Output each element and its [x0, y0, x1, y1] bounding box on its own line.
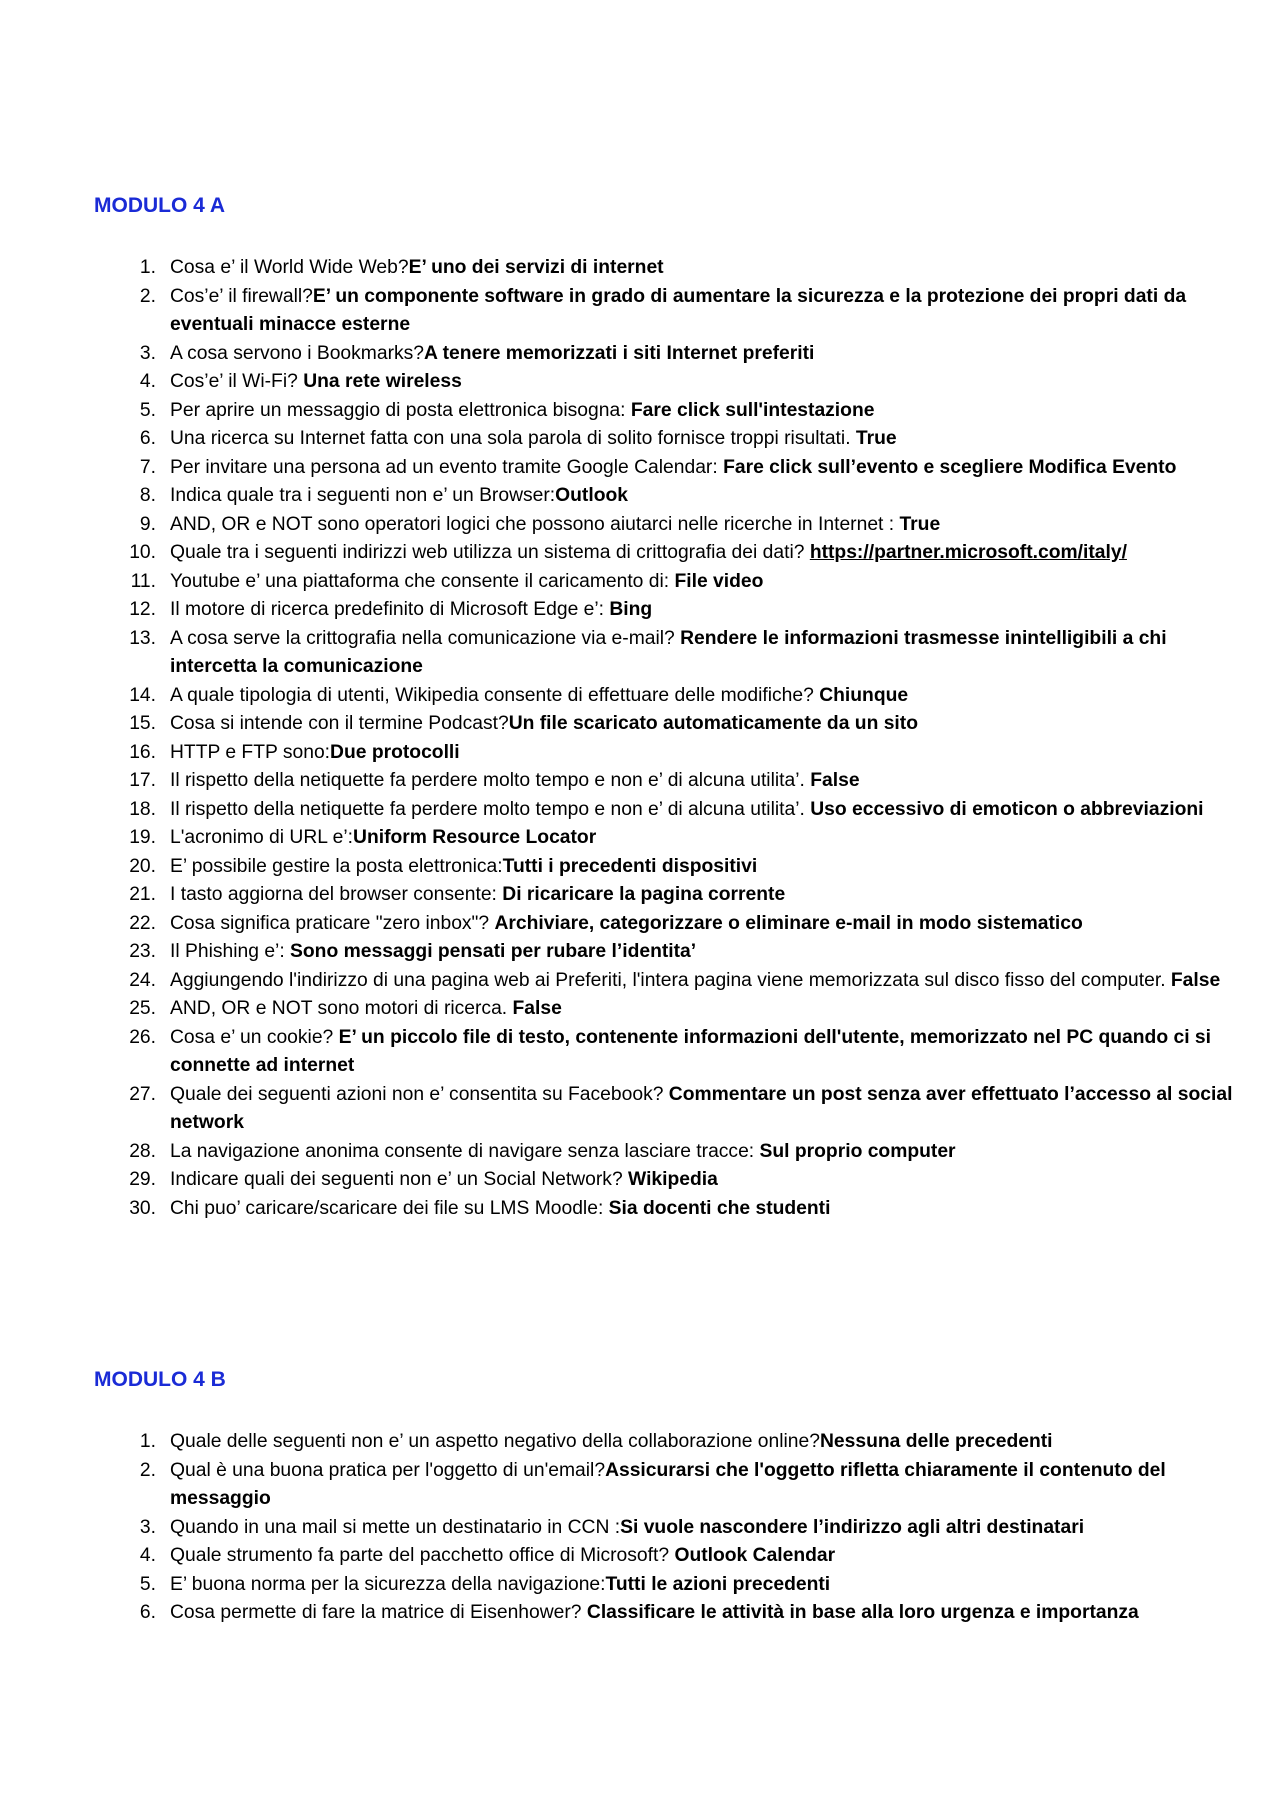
question-text: Il Phishing e’: — [170, 941, 291, 962]
answer-text: Tutti i precedenti dispositivi — [502, 855, 758, 877]
question-text: Cosa e’ un cookie? — [170, 1026, 339, 1048]
question-item — [120, 853, 1235, 882]
answer-text: Un file scaricato automaticamente da un sito — [508, 713, 918, 734]
question-number: 3. — [139, 342, 156, 364]
question-list-modulo-4b — [120, 1428, 1235, 1628]
answer-text: Nessuna delle precedenti — [819, 1431, 1053, 1452]
question-item — [120, 1457, 1235, 1514]
answer-text: False — [1170, 969, 1221, 991]
question-text: E’ possibile gestire la posta elettronica: — [170, 855, 503, 877]
question-number: 26. — [129, 1026, 156, 1048]
question-number: 12. — [129, 599, 156, 620]
answer-text: Due protocolli — [330, 741, 460, 763]
question-number: 22. — [129, 912, 156, 934]
question-item — [120, 796, 1235, 825]
question-item — [120, 995, 1235, 1024]
answer-text: False — [512, 998, 562, 1019]
answer-text: False — [810, 770, 860, 791]
question-number: 6. — [139, 1602, 156, 1623]
answer-text: E’ un piccolo file di testo, contenente informazioni dell'utente, memorizzato nel PC quando ci si connette ad internet — [170, 1026, 1211, 1076]
question-item — [120, 283, 1235, 340]
question-number: 17. — [129, 770, 156, 791]
question-number: 13. — [129, 627, 156, 649]
question-text: Quale strumento fa parte del pacchetto office di Microsoft? — [170, 1545, 675, 1566]
question-number: 18. — [129, 798, 156, 820]
question-number: 5. — [139, 1573, 156, 1595]
question-text: HTTP e FTP sono: — [170, 741, 331, 763]
question-item — [120, 625, 1235, 682]
question-number: 16. — [129, 741, 156, 763]
question-text: Quale dei seguenti azioni non e’ consentita su Facebook? — [170, 1083, 669, 1105]
question-text: Youtube e’ una piattaforma che consente il caricamento di: — [170, 570, 675, 592]
question-item — [120, 682, 1235, 711]
question-text: Quale tra i seguenti indirizzi web utilizza un sistema di crittografia dei dati? — [170, 542, 810, 563]
answer-text: Uniform Resource Locator — [353, 827, 597, 848]
answer-text: Classificare le attività in base alla loro urgenza e importanza — [586, 1602, 1139, 1623]
answer-text: Commentare un post senza aver effettuato l’accesso al social network — [170, 1083, 1233, 1133]
question-item — [120, 1428, 1235, 1457]
answer-text: A tenere memorizzati i siti Internet preferiti — [424, 342, 815, 364]
question-item — [120, 767, 1235, 796]
answer-text: Una rete wireless — [303, 371, 462, 392]
answer-text: Outlook — [555, 485, 628, 506]
question-number: 28. — [129, 1140, 156, 1162]
question-item — [120, 425, 1235, 454]
answer-text: E’ un componente software in grado di aumentare la sicurezza e la protezione dei propri dati da eventuali minacce esterne — [170, 285, 1187, 335]
question-text: Indicare quali dei seguenti non e’ un Social Network? — [170, 1169, 629, 1190]
answer-text: Assicurarsi che l'oggetto rifletta chiaramente il contenuto del messaggio — [170, 1459, 1166, 1509]
question-text: Indica quale tra i seguenti non e’ un Browser: — [170, 485, 556, 506]
question-number: 27. — [129, 1083, 156, 1105]
question-item — [120, 1138, 1235, 1167]
answer-link[interactable]: https://partner.microsoft.com/italy/ — [809, 542, 1127, 563]
question-text: L'acronimo di URL e’: — [170, 827, 354, 848]
question-text: Cosa permette di fare la matrice di Eisenhower? — [170, 1602, 587, 1623]
answer-text: Si vuole nascondere l’indirizzo agli altri destinatari — [620, 1516, 1085, 1538]
question-item — [120, 1195, 1235, 1224]
question-text: Chi puo’ caricare/scaricare dei file su LMS Moodle: — [170, 1197, 609, 1219]
question-item — [120, 539, 1235, 568]
question-number: 10. — [129, 542, 156, 563]
answer-text: Sul proprio computer — [759, 1140, 956, 1162]
answer-text: Outlook Calendar — [674, 1545, 836, 1566]
question-item — [120, 340, 1235, 369]
section-title-modulo-4b: MODULO 4 B — [94, 1368, 226, 1391]
question-item — [120, 482, 1235, 511]
question-item — [120, 967, 1235, 996]
question-text: Cos’e’ il Wi-Fi? — [170, 371, 304, 392]
question-item — [120, 1024, 1235, 1081]
question-number: 3. — [139, 1516, 156, 1538]
question-number: 14. — [129, 684, 156, 706]
question-text: Una ricerca su Internet fatta con una sola parola di solito fornisce troppi risultati. — [170, 428, 856, 449]
question-text: AND, OR e NOT sono motori di ricerca. — [170, 998, 513, 1019]
question-text: Cosa significa praticare "zero inbox"? — [170, 912, 495, 934]
question-number: 1. — [139, 257, 156, 278]
question-number: 7. — [139, 456, 156, 478]
question-text: Cosa si intende con il termine Podcast? — [170, 713, 509, 734]
question-number: 25. — [129, 998, 156, 1019]
question-text: Per aprire un messaggio di posta elettronica bisogna: — [170, 399, 631, 421]
answer-text: True — [899, 513, 941, 535]
answer-text: Archiviare, categorizzare o eliminare e-mail in modo sistematico — [494, 912, 1083, 934]
question-number: 8. — [139, 485, 156, 506]
question-number: 21. — [129, 884, 156, 905]
answer-text: Chiunque — [819, 684, 909, 706]
answer-text: Di ricaricare la pagina corrente — [502, 884, 786, 905]
question-item — [120, 368, 1235, 397]
question-text: Il motore di ricerca predefinito di Microsoft Edge e’: — [170, 599, 610, 620]
question-number: 23. — [129, 941, 156, 962]
question-text: Il rispetto della netiquette fa perdere molto tempo e non e’ di alcuna utilita’. — [170, 770, 811, 791]
question-item — [120, 1542, 1235, 1571]
answer-text: File video — [674, 570, 764, 592]
question-number: 29. — [129, 1169, 156, 1190]
question-number: 9. — [139, 513, 156, 535]
question-number: 2. — [139, 285, 156, 307]
question-text: La navigazione anonima consente di navigare senza lasciare tracce: — [170, 1140, 760, 1162]
answer-text: Fare click sull'intestazione — [630, 399, 875, 421]
question-text: Il rispetto della netiquette fa perdere molto tempo e non e’ di alcuna utilita’. — [170, 798, 811, 820]
question-number: 24. — [129, 969, 156, 991]
question-text: I tasto aggiorna del browser consente: — [170, 884, 503, 905]
question-text: Quale delle seguenti non e’ un aspetto negativo della collaborazione online? — [170, 1431, 820, 1452]
answer-text: Sono messaggi pensati per rubare l’identita’ — [290, 941, 697, 962]
answer-text: Sia docenti che studenti — [608, 1197, 831, 1219]
question-item — [120, 511, 1235, 540]
question-item — [120, 1571, 1235, 1600]
question-number: 15. — [129, 713, 156, 734]
answer-text: True — [855, 428, 897, 449]
answer-text: Fare click sull’evento e scegliere Modifica Evento — [723, 456, 1177, 478]
question-item — [120, 1514, 1235, 1543]
question-item — [120, 596, 1235, 625]
question-item — [120, 568, 1235, 597]
question-number: 1. — [139, 1431, 156, 1452]
answer-text: Tutti le azioni precedenti — [605, 1573, 831, 1595]
answer-text: Bing — [609, 599, 653, 620]
question-item — [120, 1166, 1235, 1195]
question-number: 20. — [129, 855, 156, 877]
question-text: Cosa e’ il World Wide Web? — [170, 257, 409, 278]
question-item — [120, 739, 1235, 768]
question-list-modulo-4a — [120, 254, 1235, 1223]
question-text: A quale tipologia di utenti, Wikipedia consente di effettuare delle modifiche? — [170, 684, 820, 706]
question-number: 6. — [139, 428, 156, 449]
question-text: AND, OR e NOT sono operatori logici che possono aiutarci nelle ricerche in Internet : — [170, 513, 900, 535]
question-text: Cos’e’ il firewall? — [170, 285, 313, 307]
question-number: 30. — [129, 1197, 156, 1219]
question-item — [120, 824, 1235, 853]
question-text: A cosa serve la crittografia nella comunicazione via e-mail? — [170, 627, 681, 649]
question-number: 11. — [130, 570, 156, 592]
question-item — [120, 710, 1235, 739]
question-number: 4. — [139, 371, 156, 392]
answer-text: Wikipedia — [628, 1169, 718, 1190]
answer-text: Rendere le informazioni trasmesse inintelligibili a chi intercetta la comunicazione — [170, 627, 1167, 677]
question-item — [120, 1081, 1235, 1138]
question-number: 19. — [129, 827, 156, 848]
question-item — [120, 454, 1235, 483]
question-number: 2. — [139, 1459, 156, 1481]
question-item — [120, 938, 1235, 967]
question-item — [120, 881, 1235, 910]
question-item — [120, 397, 1235, 426]
answer-text: Uso eccessivo di emoticon o abbreviazioni — [810, 798, 1204, 820]
question-text: E’ buona norma per la sicurezza della navigazione: — [170, 1573, 606, 1595]
question-text: A cosa servono i Bookmarks? — [170, 342, 424, 364]
answer-text: E’ uno dei servizi di internet — [408, 257, 664, 278]
section-title-modulo-4a: MODULO 4 A — [94, 194, 226, 217]
question-number: 4. — [139, 1545, 156, 1566]
question-text: Per invitare una persona ad un evento tramite Google Calendar: — [170, 456, 724, 478]
question-item — [120, 254, 1235, 283]
question-text: Quando in una mail si mette un destinatario in CCN : — [170, 1516, 621, 1538]
question-item — [120, 910, 1235, 939]
question-item — [120, 1599, 1235, 1628]
question-number: 5. — [139, 399, 156, 421]
question-text: Aggiungendo l'indirizzo di una pagina web ai Preferiti, l'intera pagina viene memorizzata sul disco fisso del computer. — [170, 969, 1171, 991]
question-text: Qual è una buona pratica per l'oggetto di un'email? — [170, 1459, 606, 1481]
